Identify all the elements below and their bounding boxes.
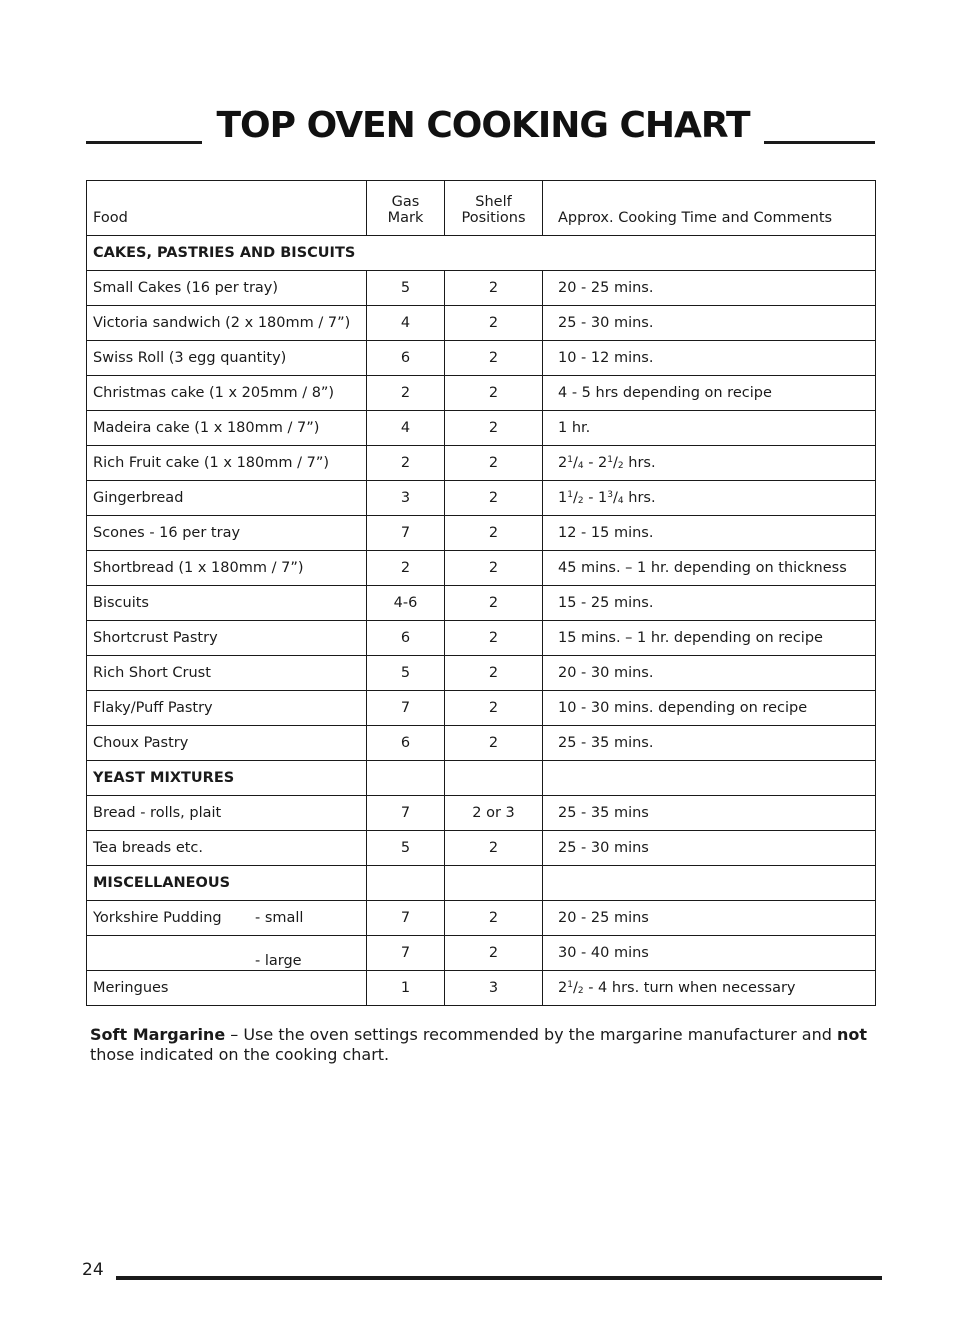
food-cell: Biscuits — [87, 586, 367, 621]
shelf-position-cell: 2 — [445, 726, 543, 761]
shelf-position-cell: 2 — [445, 306, 543, 341]
empty-cell — [367, 866, 445, 901]
table-row — [87, 831, 876, 866]
time-separator: - 2 — [583, 455, 608, 471]
table-row — [87, 691, 876, 726]
title-rule-left — [86, 141, 202, 144]
food-cell: Swiss Roll (3 egg quantity) — [87, 341, 367, 376]
column-header-gas-line2: Mark — [387, 210, 424, 226]
food-cell: Shortbread (1 x 180mm / 7”) — [87, 551, 367, 586]
food-cell: Rich Short Crust — [87, 656, 367, 691]
table-row — [87, 551, 876, 586]
food-cell — [87, 901, 367, 936]
column-header-shelf-line1: Shelf — [475, 194, 512, 210]
shelf-position-cell: 2 — [445, 341, 543, 376]
gas-mark-cell: 6 — [367, 621, 445, 656]
food-cell: Choux Pastry — [87, 726, 367, 761]
title-rule-right — [764, 141, 875, 144]
time-tail: - 4 hrs. turn when necessary — [583, 980, 796, 996]
page-title: TOP OVEN COOKING CHART — [216, 105, 750, 146]
shelf-position-cell: 2 — [445, 376, 543, 411]
food-cell: Bread - rolls, plait — [87, 796, 367, 831]
gas-mark-cell: 3 — [367, 481, 445, 516]
cooking-time-cell: 25 - 30 mins — [543, 831, 876, 866]
gas-mark-cell: 7 — [367, 796, 445, 831]
table-row — [87, 271, 876, 306]
empty-cell — [543, 866, 876, 901]
section-row-misc — [87, 866, 876, 901]
cooking-time-cell: 15 - 25 mins. — [543, 586, 876, 621]
section-heading: YEAST MIXTURES — [87, 761, 367, 796]
cooking-time-cell: $2^1/4 - 2^1/2$ hrs. — [543, 446, 876, 481]
shelf-position-cell: 2 — [445, 411, 543, 446]
fraction-numerator: 1 — [607, 455, 614, 465]
gas-mark-cell: 7 — [367, 516, 445, 551]
gas-mark-cell: 7 — [367, 936, 445, 971]
food-cell: Scones - 16 per tray — [87, 516, 367, 551]
cooking-time-cell: 20 - 25 mins — [543, 901, 876, 936]
fraction-numerator: 1 — [567, 455, 573, 465]
table-row — [87, 726, 876, 761]
table-row — [87, 971, 876, 1006]
note-bold-mid: not — [836, 1025, 868, 1044]
food-cell: Meringues — [87, 971, 367, 1006]
gas-mark-cell: 1 — [367, 971, 445, 1006]
cooking-time-cell: $1^1/2 - 1^3/4$ hrs. — [543, 481, 876, 516]
column-header-food: Food — [87, 181, 367, 236]
gas-mark-cell: 4 — [367, 411, 445, 446]
cooking-time-cell: 25 - 35 mins — [543, 796, 876, 831]
fraction-denominator: 4 — [617, 496, 624, 506]
table-row — [87, 901, 876, 936]
time-tail: hrs. — [623, 490, 656, 506]
fraction-numerator: 1 — [567, 980, 573, 990]
fraction-denominator: 4 — [577, 461, 584, 471]
food-cell: Gingerbread — [87, 481, 367, 516]
note-bold-lead: Soft Margarine — [90, 1025, 226, 1044]
food-variant: - large — [255, 953, 302, 969]
table-row — [87, 411, 876, 446]
cooking-time-cell: 20 - 30 mins. — [543, 656, 876, 691]
food-cell — [87, 936, 367, 971]
cooking-time-cell: $2^1/2 - 4$ hrs. turn when necessary — [543, 971, 876, 1006]
table-row — [87, 306, 876, 341]
food-cell: Rich Fruit cake (1 x 180mm / 7”) — [87, 446, 367, 481]
time-whole: 2 — [558, 980, 568, 996]
footer-rule — [116, 1276, 882, 1280]
fraction-denominator: 2 — [577, 986, 584, 996]
table-row — [87, 656, 876, 691]
shelf-position-cell: 2 — [445, 936, 543, 971]
table-row — [87, 936, 876, 971]
shelf-position-cell: 2 — [445, 446, 543, 481]
table-row — [87, 586, 876, 621]
food-cell: Christmas cake (1 x 205mm / 8”) — [87, 376, 367, 411]
time-separator: - 1 — [583, 490, 608, 506]
cooking-time-cell: 25 - 30 mins. — [543, 306, 876, 341]
food-cell: Shortcrust Pastry — [87, 621, 367, 656]
time-whole: 1 — [558, 490, 568, 506]
cooking-time-cell: 25 - 35 mins. — [543, 726, 876, 761]
gas-mark-cell: 4-6 — [367, 586, 445, 621]
section-heading: MISCELLANEOUS — [87, 866, 367, 901]
time-whole: 2 — [558, 455, 568, 471]
shelf-position-cell: 2 — [445, 551, 543, 586]
section-row-cakes — [87, 236, 876, 271]
empty-cell — [543, 761, 876, 796]
shelf-position-cell: 2 — [445, 901, 543, 936]
gas-mark-cell: 2 — [367, 551, 445, 586]
gas-mark-cell: 6 — [367, 341, 445, 376]
table-row — [87, 481, 876, 516]
cooking-time-cell: 20 - 25 mins. — [543, 271, 876, 306]
gas-mark-cell: 5 — [367, 831, 445, 866]
shelf-position-cell: 2 — [445, 516, 543, 551]
gas-mark-cell: 5 — [367, 271, 445, 306]
food-cell: Flaky/Puff Pastry — [87, 691, 367, 726]
table-row — [87, 376, 876, 411]
fraction-denominator: 2 — [617, 461, 624, 471]
table-row — [87, 516, 876, 551]
column-header-gas-line1: Gas — [391, 194, 420, 210]
cooking-time-cell: 12 - 15 mins. — [543, 516, 876, 551]
gas-mark-cell: 7 — [367, 901, 445, 936]
column-header-shelf-positions — [445, 181, 543, 236]
food-cell: Madeira cake (1 x 180mm / 7”) — [87, 411, 367, 446]
note-text-1: – Use the oven settings recommended by the margarine manufacturer and — [225, 1025, 837, 1044]
table-header-row — [87, 181, 876, 236]
shelf-position-cell: 2 — [445, 656, 543, 691]
cooking-time-cell: 15 mins. – 1 hr. depending on recipe — [543, 621, 876, 656]
fraction-numerator: 1 — [567, 490, 573, 500]
food-cell: Tea breads etc. — [87, 831, 367, 866]
empty-cell — [445, 761, 543, 796]
food-name: Yorkshire Pudding — [93, 910, 222, 926]
empty-cell — [367, 761, 445, 796]
fraction-numerator: 3 — [607, 490, 614, 500]
shelf-position-cell: 3 — [445, 971, 543, 1006]
cooking-time-cell: 4 - 5 hrs depending on recipe — [543, 376, 876, 411]
food-cell: Victoria sandwich (2 x 180mm / 7”) — [87, 306, 367, 341]
gas-mark-cell: 6 — [367, 726, 445, 761]
cooking-chart-table — [86, 180, 876, 1006]
column-header-shelf-line2: Positions — [461, 210, 526, 226]
cooking-time-cell: 10 - 30 mins. depending on recipe — [543, 691, 876, 726]
table-row — [87, 796, 876, 831]
shelf-position-cell: 2 — [445, 691, 543, 726]
cooking-time-cell: 30 - 40 mins — [543, 936, 876, 971]
fraction-denominator: 2 — [577, 496, 584, 506]
gas-mark-cell: 7 — [367, 691, 445, 726]
table-row — [87, 341, 876, 376]
column-header-cooking-time: Approx. Cooking Time and Comments — [543, 181, 876, 236]
column-header-gas-mark — [367, 181, 445, 236]
shelf-position-cell: 2 — [445, 621, 543, 656]
shelf-position-cell: 2 — [445, 831, 543, 866]
gas-mark-cell: 4 — [367, 306, 445, 341]
food-variant: - small — [255, 910, 304, 926]
shelf-position-cell: 2 — [445, 271, 543, 306]
time-tail: hrs. — [623, 455, 656, 471]
gas-mark-cell: 2 — [367, 376, 445, 411]
table-row — [87, 621, 876, 656]
page-number: 24 — [82, 1260, 104, 1280]
section-row-yeast — [87, 761, 876, 796]
shelf-position-cell: 2 or 3 — [445, 796, 543, 831]
cooking-time-cell: 1 hr. — [543, 411, 876, 446]
gas-mark-cell: 5 — [367, 656, 445, 691]
gas-mark-cell: 2 — [367, 446, 445, 481]
empty-cell — [445, 866, 543, 901]
soft-margarine-note — [90, 1025, 880, 1065]
table-row — [87, 446, 876, 481]
section-heading: CAKES, PASTRIES AND BISCUITS — [87, 236, 876, 271]
shelf-position-cell: 2 — [445, 481, 543, 516]
cooking-time-cell: 45 mins. – 1 hr. depending on thickness — [543, 551, 876, 586]
shelf-position-cell: 2 — [445, 586, 543, 621]
cooking-time-cell: 10 - 12 mins. — [543, 341, 876, 376]
food-cell: Small Cakes (16 per tray) — [87, 271, 367, 306]
note-text-2: those indicated on the cooking chart. — [90, 1045, 390, 1064]
